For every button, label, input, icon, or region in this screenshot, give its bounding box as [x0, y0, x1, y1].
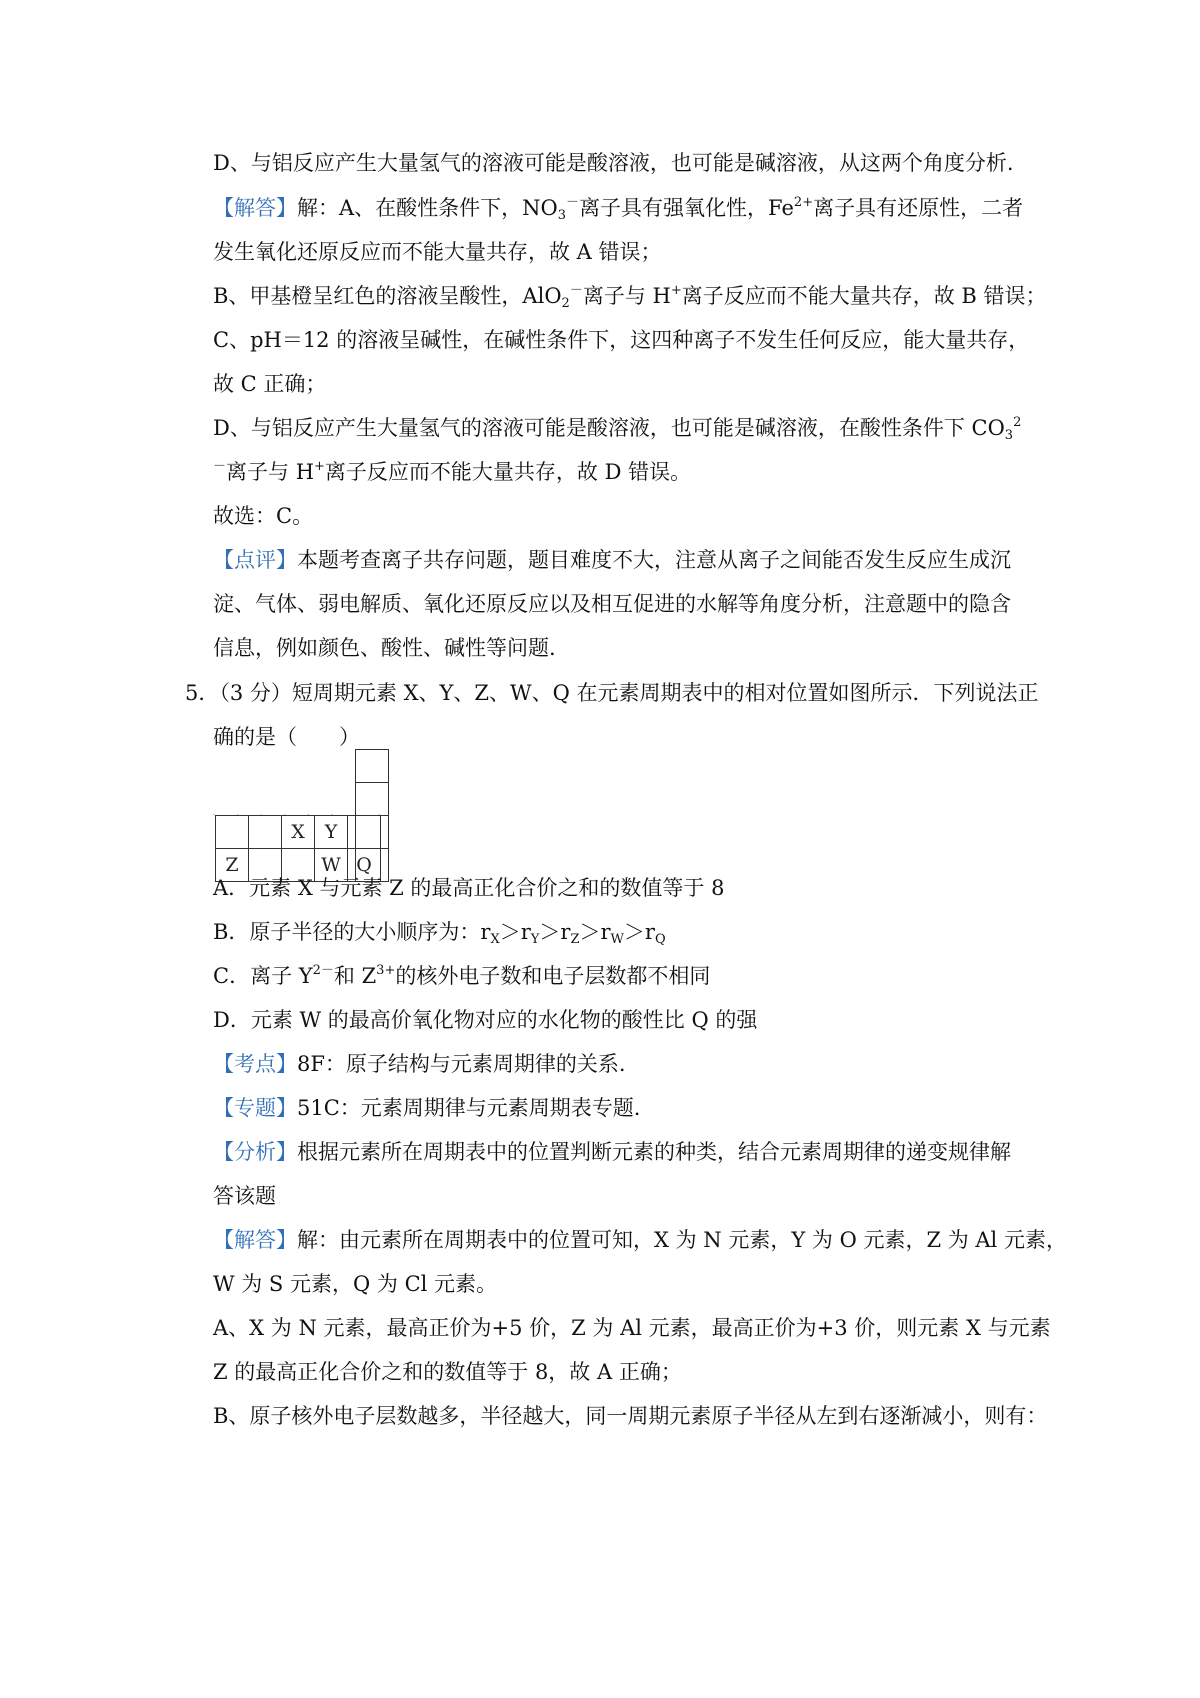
subscript: 2	[561, 296, 570, 311]
text-segment: 的核外电子数和电子层数都不相同	[395, 964, 711, 988]
text-line	[213, 456, 691, 486]
text-segment: 离子反应而不能大量共存，故 D 错误。	[324, 460, 692, 484]
text-segment: 离子与 H	[226, 460, 315, 484]
fenxi-tag: 【分析】	[213, 1140, 297, 1164]
cell-x: X	[281, 815, 315, 849]
text-line: A、X 为 N 元素，最高正价为+5 价，Z 为 Al 元素，最高正价为+3 价，则元素 X 与元素	[213, 1316, 1051, 1340]
table-cell	[215, 815, 249, 849]
superscript: 2－	[312, 963, 334, 978]
text-segment: 离子具有还原性，二者	[813, 196, 1024, 220]
kaodian-line	[213, 1048, 626, 1078]
text-line: 信息，例如颜色、酸性、碱性等问题.	[213, 636, 556, 660]
text-segment: ＞r	[539, 920, 571, 944]
text-line: C、pH＝12 的溶液呈碱性，在碱性条件下，这四种离子不发生任何反应，能大量共存，	[213, 328, 1030, 352]
option-d: D．元素 W 的最高价氧化物对应的水化物的酸性比 Q 的强	[213, 1008, 758, 1032]
superscript: －	[569, 283, 583, 298]
text-segment: B、甲基橙呈红色的溶液呈酸性，AlO	[213, 284, 562, 308]
superscript: －	[213, 459, 227, 474]
text-segment: 解：由元素所在周期表中的位置可知，X 为 N 元素，Y 为 O 元素，Z 为 Al 元素，	[297, 1228, 1067, 1252]
subscript: X	[490, 932, 500, 947]
superscript: +	[314, 459, 325, 474]
table-cell	[355, 815, 389, 849]
text-segment: 和 Z	[333, 964, 377, 988]
text-line: W 为 S 元素，Q 为 Cl 元素。	[213, 1272, 498, 1296]
text-segment: C．离子 Y	[213, 964, 313, 988]
superscript: +	[670, 283, 682, 298]
jieda-line	[213, 1224, 1067, 1254]
superscript: －	[566, 195, 580, 210]
superscript: 2	[1013, 415, 1022, 430]
zhuanti-tag: 【专题】	[213, 1096, 297, 1120]
text-segment: ＞r	[499, 920, 531, 944]
option-b	[213, 916, 666, 946]
text-segment: 离子与 H	[582, 284, 671, 308]
text-segment: 离子具有强氧化性，Fe	[579, 196, 794, 220]
question-stem	[185, 677, 1038, 707]
text-line: 确的是（ ）	[213, 725, 360, 749]
text-segment: ＞r	[623, 920, 655, 944]
subscript: 3	[1004, 428, 1014, 443]
text-segment: 解：A、在酸性条件下，NO	[297, 196, 558, 220]
cell-z: Z	[215, 848, 249, 882]
cell-q: Q	[347, 848, 381, 882]
text-line: Z 的最高正化合价之和的数值等于 8，故 A 正确；	[213, 1360, 682, 1384]
option-a: A．元素 X 与元素 Z 的最高正化合价之和的数值等于 8	[213, 876, 725, 900]
comment-tag: 【点评】	[213, 548, 297, 572]
superscript: 2+	[793, 195, 814, 210]
text-segment: 根据元素所在周期表中的位置判断元素的种类，结合元素周期律的递变规律解	[297, 1140, 1011, 1164]
subscript: Z	[570, 932, 580, 947]
text-line: B、原子核外电子层数越多，半径越大，同一周期元素原子半径从左到右逐渐减小，则有：	[213, 1404, 1048, 1428]
text-line: 淀、气体、弱电解质、氧化还原反应以及相互促进的水解等角度分析，注意题中的隐含	[213, 592, 1011, 616]
text-line: 发生氧化还原反应而不能大量共存，故 A 错误；	[213, 240, 662, 264]
cell-y: Y	[314, 815, 348, 849]
text-line: 故 C 正确；	[213, 372, 327, 396]
answer-tag: 【解答】	[213, 1228, 297, 1252]
superscript: 3+	[376, 963, 396, 978]
decorative-dots: · · · · · · · ·	[212, 808, 390, 822]
table-cell	[248, 815, 282, 849]
text-line	[213, 412, 1021, 442]
text-line: 答该题	[213, 1184, 276, 1208]
text-segment: D、与铝反应产生大量氢气的溶液可能是酸溶液，也可能是碱溶液，在酸性条件下 CO	[213, 416, 1005, 440]
text-segment: B．原子半径的大小顺序为：r	[213, 920, 491, 944]
cell-w: W	[314, 848, 348, 882]
text-line	[213, 544, 1011, 574]
text-line	[213, 192, 1023, 222]
text-line	[213, 280, 1047, 310]
text-segment: （3 分）短周期元素 X、Y、Z、W、Q 在元素周期表中的相对位置如图所示．下列说法正	[219, 681, 1039, 705]
text-segment: 51C：元素周期律与元素周期表专题.	[297, 1096, 641, 1120]
question-number: 5．	[185, 681, 220, 705]
subscript: 3	[557, 208, 567, 223]
table-cell	[355, 782, 389, 816]
text-segment: ＞r	[579, 920, 611, 944]
text-segment: 离子反应而不能大量共存，故 B 错误；	[681, 284, 1047, 308]
subscript: Y	[530, 932, 540, 947]
subscript: W	[610, 932, 624, 947]
answer-tag: 【解答】	[213, 196, 297, 220]
option-c	[213, 960, 710, 990]
text-segment: 本题考查离子共存问题，题目难度不大，注意从离子之间能否发生反应生成沉	[297, 548, 1011, 572]
kaodian-tag: 【考点】	[213, 1052, 297, 1076]
text-line: 故选：C。	[213, 504, 314, 528]
fenxi-line	[213, 1136, 1011, 1166]
text-line: D、与铝反应产生大量氢气的溶液可能是酸溶液，也可能是碱溶液，从这两个角度分析.	[213, 151, 1014, 175]
text-segment: 8F：原子结构与元素周期律的关系.	[297, 1052, 626, 1076]
subscript: Q	[654, 932, 666, 947]
table-cell	[355, 749, 389, 783]
zhuanti-line	[213, 1092, 640, 1122]
